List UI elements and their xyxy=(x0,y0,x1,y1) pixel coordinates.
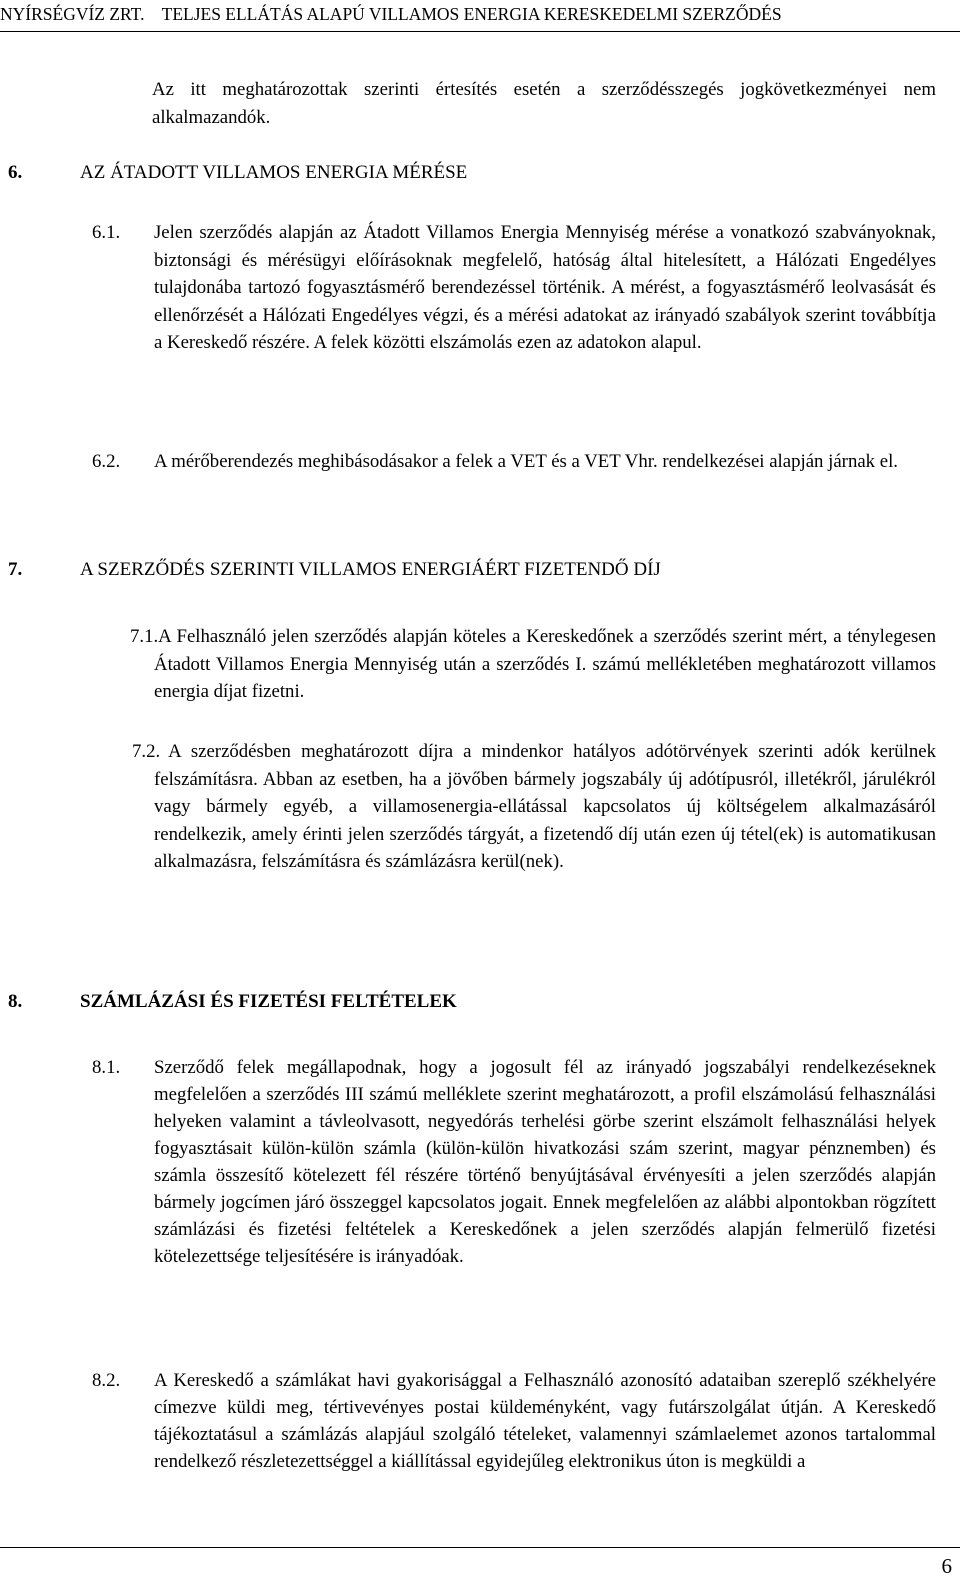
paragraph-7-1: 7.1.A Felhasználó jelen szerződés alapján köteles a Kereskedőnek a szerződés szerint mért, a ténylegesen Átadott Villamos Energia Mennyiség után a szerződés I. számú mellékletében meghatározott villamos energia díjat fizetni. xyxy=(154,623,936,706)
section-7-number: 7. xyxy=(8,559,23,580)
paragraph-6-1-number: 6.1. xyxy=(92,222,121,243)
paragraph-7-2-number: 7.2. xyxy=(132,741,161,762)
paragraph-6-2: A mérőberendezés meghibásodásakor a felek a VET és a VET Vhr. rendelkezései alapján járnak el. xyxy=(154,451,899,472)
paragraph-8-2: A Kereskedő a számlákat havi gyakorisággal a Felhasználó azonosító adataiban szereplő székhelyére címezve küldi meg, tértivevényes postai küldeményként, vagy futárszolgálat útján. A Kereskedő tájékoztatásul a számlázás alapjául szolgáló tételeket, valamennyi számlaelemet azonos tartalommal rendelkező részletezettséggel a kiállítással egyidejűleg elektronikus úton is megküldi a xyxy=(154,1370,936,1472)
page-number: 6 xyxy=(941,1554,952,1578)
footer-divider xyxy=(0,1547,960,1548)
section-8-number: 8. xyxy=(8,991,23,1012)
header-title: NYÍRSÉGVÍZ ZRT. TELJES ELLÁTÁS ALAPÚ VILLAMOS ENERGIA KERESKEDELMI SZERZŐDÉS xyxy=(0,4,782,24)
intro-paragraph: Az itt meghatározottak szerinti értesítés esetén a szerződésszegés jogkövetkezményei nem alkalmazandók. xyxy=(152,79,936,128)
section-6-number: 6. xyxy=(8,162,23,183)
section-8-heading xyxy=(8,991,457,1013)
header-divider xyxy=(0,31,960,32)
paragraph-6-2-number: 6.2. xyxy=(92,451,121,472)
paragraph-7-2: 7.2. A szerződésben meghatározott díjra a mindenkor hatályos adótörvények szerinti adók kerülnek felszámításra. Abban az esetben, ha a jövőben bármely jogszabály új adótípusról, illetékről, járulékról vagy bármely egyéb, a villamosenergia-ellátással kapcsolatos új költségelem alkalmazásáról rendelkezik, amely érinti jelen szerződés tárgyát, a fizetendő díj után ezen új tétel(ek) is automatikusan alkalmazásra, felszámításra és számlázásra kerül(nek). xyxy=(154,738,936,876)
paragraph-8-1-number: 8.1. xyxy=(92,1057,121,1078)
paragraph-7-1-number: 7.1. xyxy=(130,626,159,647)
paragraph-8-2-number: 8.2. xyxy=(92,1370,121,1391)
section-6-title: AZ ÁTADOTT VILLAMOS ENERGIA MÉRÉSE xyxy=(80,162,468,183)
paragraph-6-1: Jelen szerződés alapján az Átadott Villamos Energia Mennyiség mérése a vonatkozó szabványoknak, biztonsági és mérésügyi előírásoknak megfelelő, hatóság által hitelesített, a Hálózati Engedélyes tulajdonába tartozó fogyasztásmérő berendezéssel történik. A mérést, a fogyasztásmérő leolvasását és ellenőrzését a Hálózati Engedélyes végzi, és a mérési adatokat az irányadó szabályok szerint továbbítja a Kereskedő részére. A felek közötti elszámolás ezen az adatokon alapul. xyxy=(154,222,936,353)
section-6-heading xyxy=(8,162,467,184)
paragraph-8-1: Szerződő felek megállapodnak, hogy a jogosult fél az irányadó jogszabályi rendelkezéseknek megfelelően a szerződés III számú melléklete szerint meghatározott, a profil elszámolású felhasználási helyeken valamint a távleolvasott, negyedórás terhelési görbe szerint elszámolt felhasználási helyek fogyasztásait külön-külön számla (külön-külön hivatkozási szám szerint, magyar pénznemben) és számla összesítő kötelezett fél részére történő benyújtásával érvényesíti a jelen szerződés alapján bármely jogcímen járó összeggel kapcsolatos jogait. Ennek megfelelően az alábbi alpontokban rögzített számlázási és fizetési feltételek a Kereskedőnek a jelen szerződés alapján felmerülő fizetési kötelezettsége teljesítésére is irányadóak. xyxy=(154,1057,936,1267)
section-7-title: A SZERZŐDÉS SZERINTI VILLAMOS ENERGIÁÉRT FIZETENDŐ DÍJ xyxy=(80,559,661,580)
section-7-heading xyxy=(8,559,661,581)
page-header xyxy=(0,4,960,25)
section-8-title: SZÁMLÁZÁSI ÉS FIZETÉSI FELTÉTELEK xyxy=(80,991,457,1012)
